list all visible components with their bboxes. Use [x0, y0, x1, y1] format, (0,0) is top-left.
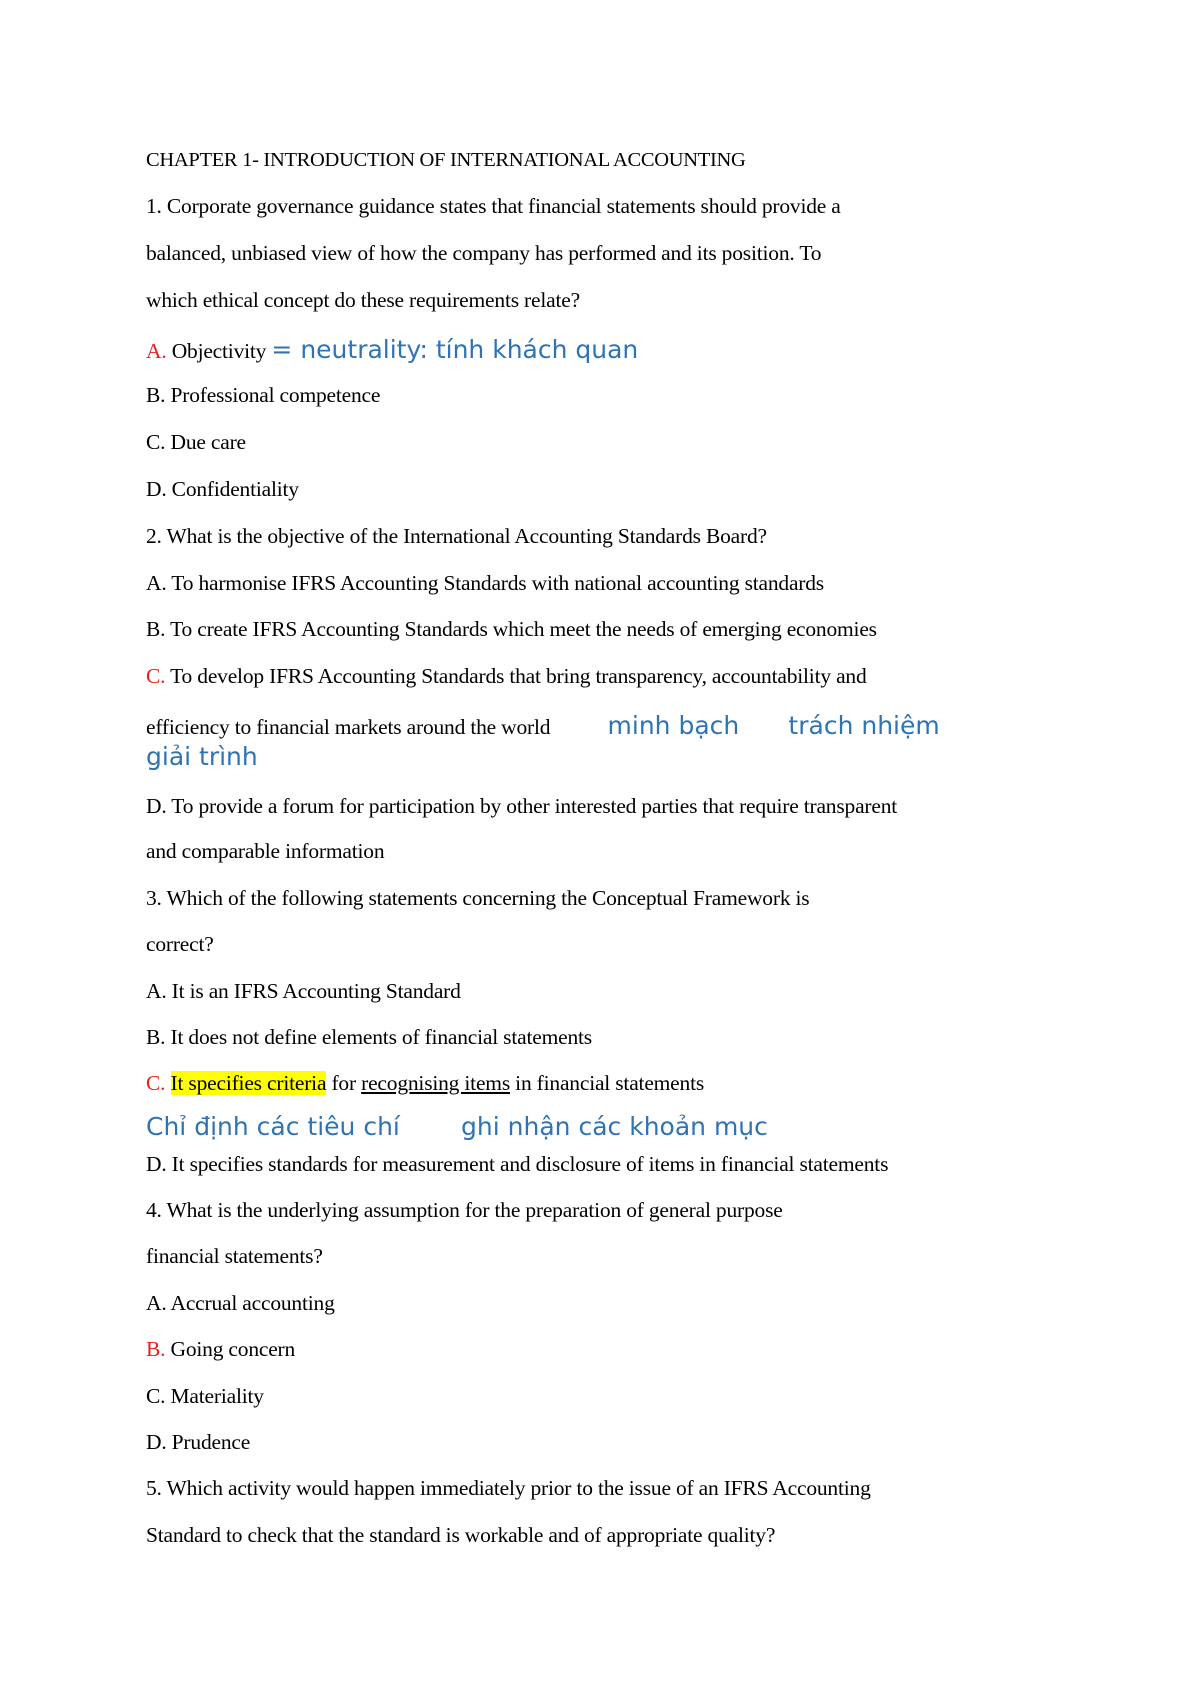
- question-2-option-d-line-2: and comparable information: [146, 839, 385, 863]
- question-1-line-1: 1. Corporate governance guidance states that financial statements should provide a: [146, 194, 841, 218]
- question-1-option-a: [146, 337, 638, 363]
- question-2-option-d-line-1: D. To provide a forum for participation by other interested parties that require transparent: [146, 794, 898, 818]
- question-4-option-b: [146, 1339, 295, 1361]
- option-text: for: [326, 1071, 362, 1095]
- highlighted-text: It specifies criteria: [170, 1071, 327, 1095]
- option-text: To develop IFRS Accounting Standards that bring transparency, accountability and: [165, 664, 867, 688]
- annotation-note: Chỉ định các tiêu chí: [146, 1112, 400, 1141]
- question-4-line-1: 4. What is the underlying assumption for the preparation of general purpose: [146, 1198, 783, 1222]
- question-3-option-c: [146, 1073, 704, 1095]
- annotation-note: = neutrality: tính khách quan: [271, 335, 639, 364]
- question-2-option-b: B. To create IFRS Accounting Standards which meet the needs of emerging economies: [146, 617, 877, 641]
- underlined-text: recognising items: [361, 1071, 510, 1095]
- question-2-option-c-line-2: [146, 713, 940, 739]
- question-4-option-a: A. Accrual accounting: [146, 1291, 335, 1315]
- question-1-option-d: D. Confidentiality: [146, 477, 299, 501]
- option-text: Going concern: [165, 1337, 296, 1361]
- question-1-option-c: C. Due care: [146, 430, 246, 454]
- option-text: Objectivity: [166, 339, 267, 363]
- answer-letter: B.: [146, 1337, 166, 1361]
- question-3-annotations: [146, 1114, 768, 1140]
- question-2-option-c-line-1: [146, 666, 867, 688]
- annotation-note: giải trình: [146, 742, 258, 771]
- option-text: efficiency to financial markets around the world: [146, 715, 551, 739]
- answer-letter: C.: [146, 664, 166, 688]
- question-4-line-2: financial statements?: [146, 1244, 323, 1268]
- question-4-option-c: C. Materiality: [146, 1384, 264, 1408]
- question-1-option-b: B. Professional competence: [146, 383, 381, 407]
- question-1-line-3: which ethical concept do these requirements relate?: [146, 288, 580, 312]
- annotation-note: ghi nhận các khoản mục: [461, 1112, 768, 1141]
- question-2-line-1: 2. What is the objective of the International Accounting Standards Board?: [146, 524, 767, 548]
- answer-letter: C.: [146, 1071, 166, 1095]
- question-3-option-d: D. It specifies standards for measurement and disclosure of items in financial statements: [146, 1152, 889, 1176]
- question-3-line-1: 3. Which of the following statements concerning the Conceptual Framework is: [146, 886, 810, 910]
- question-2-option-a: A. To harmonise IFRS Accounting Standards with national accounting standards: [146, 571, 824, 595]
- question-5-line-2: Standard to check that the standard is workable and of appropriate quality?: [146, 1523, 776, 1547]
- chapter-title: CHAPTER 1- INTRODUCTION OF INTERNATIONAL ACCOUNTING: [146, 149, 746, 171]
- answer-letter: A.: [146, 339, 167, 363]
- question-3-option-a: A. It is an IFRS Accounting Standard: [146, 979, 461, 1003]
- option-text: in financial statements: [510, 1071, 705, 1095]
- annotation-note: trách nhiệm: [788, 711, 940, 740]
- question-3-line-2: correct?: [146, 932, 214, 956]
- question-4-option-d: D. Prudence: [146, 1430, 251, 1454]
- question-5-line-1: 5. Which activity would happen immediately prior to the issue of an IFRS Accounting: [146, 1476, 871, 1500]
- question-1-line-2: balanced, unbiased view of how the company has performed and its position. To: [146, 241, 822, 265]
- question-3-option-b: B. It does not define elements of financial statements: [146, 1025, 592, 1049]
- annotation-note: minh bạch: [607, 711, 740, 740]
